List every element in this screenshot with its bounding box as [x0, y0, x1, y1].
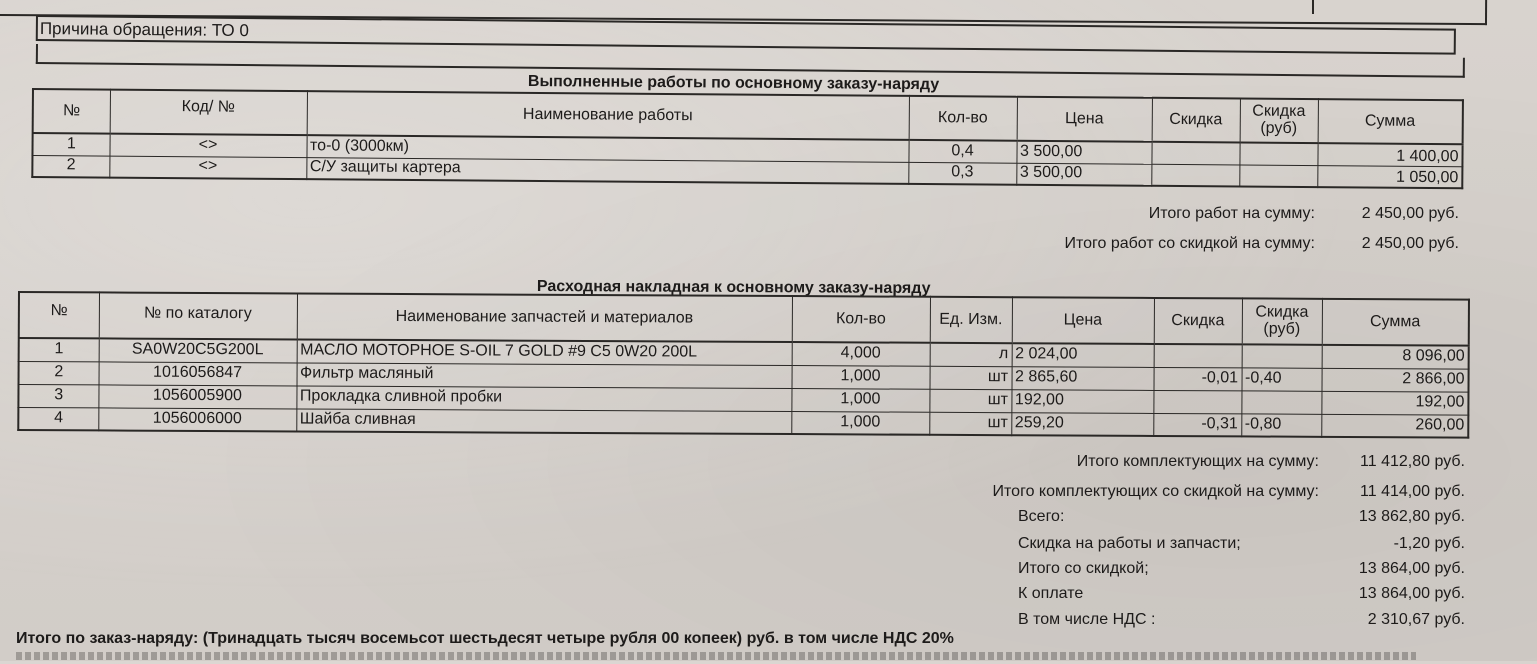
parts-total-discounted — [0, 483, 1537, 505]
cell-price: 2 024,00 — [1012, 343, 1154, 367]
cell-sum: 260,00 — [1321, 414, 1468, 438]
reason-label: Причина обращения: ТО 0 — [39, 19, 249, 41]
col-discount-rub-line2: (руб) — [1263, 320, 1301, 338]
cell-part-name: Фильтр масляный — [297, 362, 792, 388]
cell-code: <> — [109, 156, 306, 180]
col-price: Цена — [1017, 97, 1152, 142]
cell-unit: шт — [929, 412, 1011, 435]
col-discount: Скидка — [1154, 298, 1242, 344]
parts-total-label: Итого комплектующих на сумму: — [1076, 453, 1319, 470]
cell-price: 2 865,60 — [1011, 366, 1153, 390]
cell-no: 1 — [19, 338, 99, 361]
cell-qty: 1,000 — [792, 365, 930, 389]
cell-sum: 1 050,00 — [1317, 165, 1462, 188]
cell-discount-rub: -0,80 — [1241, 413, 1321, 436]
cell-qty: 4,000 — [792, 342, 930, 366]
cell-sum: 2 866,00 — [1321, 368, 1468, 392]
cell-no: 3 — [18, 384, 98, 407]
col-discount-rub — [1240, 98, 1318, 143]
col-discount-rub-line1: Скидка — [1255, 303, 1309, 321]
summary-discounted-total-label: Итого со скидкой; — [1018, 560, 1149, 577]
summary-to-pay — [0, 585, 1537, 607]
cell-discount-rub — [1241, 390, 1321, 413]
col-qty: Кол-во — [909, 96, 1017, 141]
parts-total — [0, 453, 1537, 475]
col-unit: Ед. Изм. — [930, 297, 1012, 343]
works-total-discounted-label: Итого работ со скидкой на сумму: — [1064, 235, 1315, 252]
cell-part-name: МАСЛО МОТОРНОЕ S-OIL 7 GOLD #9 C5 0W20 200L — [297, 339, 792, 365]
cell-discount — [1154, 344, 1242, 367]
cell-unit: шт — [930, 366, 1012, 389]
total-in-words: Итого по заказ-наряду: (Тринадцать тысяч восемьсот шестьдесят четыре рубля 00 копеек) руб. в том числе НДС 20% — [16, 630, 954, 647]
works-total-label: Итого работ на сумму: — [1148, 205, 1315, 222]
summary-to-pay-value: 13 864,00 руб. — [1358, 585, 1465, 602]
cell-discount: -0,31 — [1153, 413, 1241, 436]
summary-discounted-total — [0, 560, 1537, 582]
cell-part-name: Шайба сливная — [296, 408, 791, 434]
cell-price: 192,00 — [1011, 389, 1153, 413]
col-price: Цена — [1012, 297, 1154, 344]
col-discount-rub — [1242, 298, 1322, 344]
cell-qty: 0,3 — [908, 162, 1016, 185]
cell-catalog: 1056006000 — [98, 407, 296, 431]
parts-section-title: Расходная накладная к основному заказу-наряду — [536, 278, 931, 298]
cell-work-name: С/У защиты картера — [306, 157, 908, 184]
summary-discounted-total-value: 13 864,00 руб. — [1358, 560, 1465, 577]
col-discount-rub-line1: Скидка — [1252, 102, 1306, 121]
parts-total-discounted-label: Итого комплектующих со скидкой на сумму: — [992, 483, 1319, 500]
cell-sum: 192,00 — [1321, 391, 1468, 415]
summary-discount-label: Скидка на работы и запчасти; — [1018, 535, 1241, 552]
parts-total-value: 11 412,80 руб. — [1360, 453, 1465, 470]
works-table — [31, 88, 1464, 189]
cell-no: 2 — [19, 361, 99, 384]
cell-catalog: SA0W20C5G200L — [99, 338, 297, 362]
cell-price: 3 500,00 — [1016, 163, 1151, 186]
cell-no: 2 — [32, 155, 109, 178]
parts-header-row — [19, 292, 1469, 346]
summary-total-value: 13 862,80 руб. — [1358, 508, 1465, 525]
cell-sum: 8 096,00 — [1322, 345, 1469, 369]
summary-discount-value: -1,20 руб. — [1393, 535, 1465, 552]
cell-qty: 0,4 — [908, 140, 1016, 163]
col-sum: Сумма — [1318, 99, 1463, 144]
works-total-value: 2 450,00 руб. — [1361, 205, 1459, 222]
cell-no: 1 — [32, 133, 109, 156]
cell-discount-rub — [1239, 164, 1317, 187]
cell-catalog: 1016056847 — [99, 361, 297, 385]
summary-discount — [0, 535, 1537, 557]
cell-discount-rub: -0,40 — [1241, 367, 1321, 390]
cell-code: <> — [109, 134, 306, 158]
summary-vat-value: 2 310,67 руб. — [1367, 611, 1465, 628]
cell-discount — [1151, 142, 1239, 165]
cell-discount: -0,01 — [1153, 367, 1241, 390]
works-total — [0, 205, 1537, 227]
cell-qty: 1,000 — [791, 411, 929, 435]
cell-discount-rub — [1239, 142, 1317, 165]
parts-total-discounted-value: 11 414,00 руб. — [1360, 483, 1465, 500]
cell-discount — [1153, 390, 1241, 413]
cell-unit: шт — [929, 389, 1011, 412]
cell-work-name: то-0 (3000км) — [306, 135, 908, 162]
col-no: № — [33, 89, 110, 134]
cell-catalog: 1056005900 — [98, 384, 296, 408]
cell-qty: 1,000 — [791, 388, 929, 412]
parts-table — [17, 291, 1470, 439]
works-section-title: Выполненные работы по основному заказу-наряду — [527, 73, 940, 94]
cell-discount-rub — [1242, 344, 1322, 367]
cell-unit: л — [930, 343, 1012, 366]
summary-to-pay-label: К оплате — [1018, 585, 1084, 602]
col-sum: Сумма — [1322, 299, 1469, 346]
col-work-name: Наименование работы — [307, 91, 909, 140]
summary-vat-label: В том числе НДС : — [1018, 611, 1156, 628]
cell-no: 4 — [18, 407, 98, 430]
cell-discount — [1151, 164, 1239, 187]
col-no: № — [19, 292, 99, 338]
summary-total — [0, 508, 1537, 530]
header-box-divider — [1312, 0, 1314, 14]
cell-part-name: Прокладка сливной пробки — [296, 385, 791, 411]
cell-price: 3 500,00 — [1016, 141, 1151, 164]
col-code: Код/ № — [110, 90, 307, 136]
col-discount-rub-line2: (руб) — [1260, 119, 1298, 137]
col-part-name: Наименование запчастей и материалов — [297, 293, 792, 342]
summary-total-label: Всего: — [1018, 508, 1065, 525]
cell-price: 259,20 — [1011, 412, 1153, 436]
cell-sum: 1 400,00 — [1317, 143, 1462, 166]
col-qty: Кол-во — [792, 296, 930, 343]
works-total-discounted-value: 2 450,00 руб. — [1361, 235, 1459, 252]
works-total-discounted — [0, 235, 1537, 257]
col-catalog: № по каталогу — [99, 292, 297, 339]
cut-off-text-line — [16, 652, 1416, 664]
col-discount: Скидка — [1152, 98, 1240, 143]
